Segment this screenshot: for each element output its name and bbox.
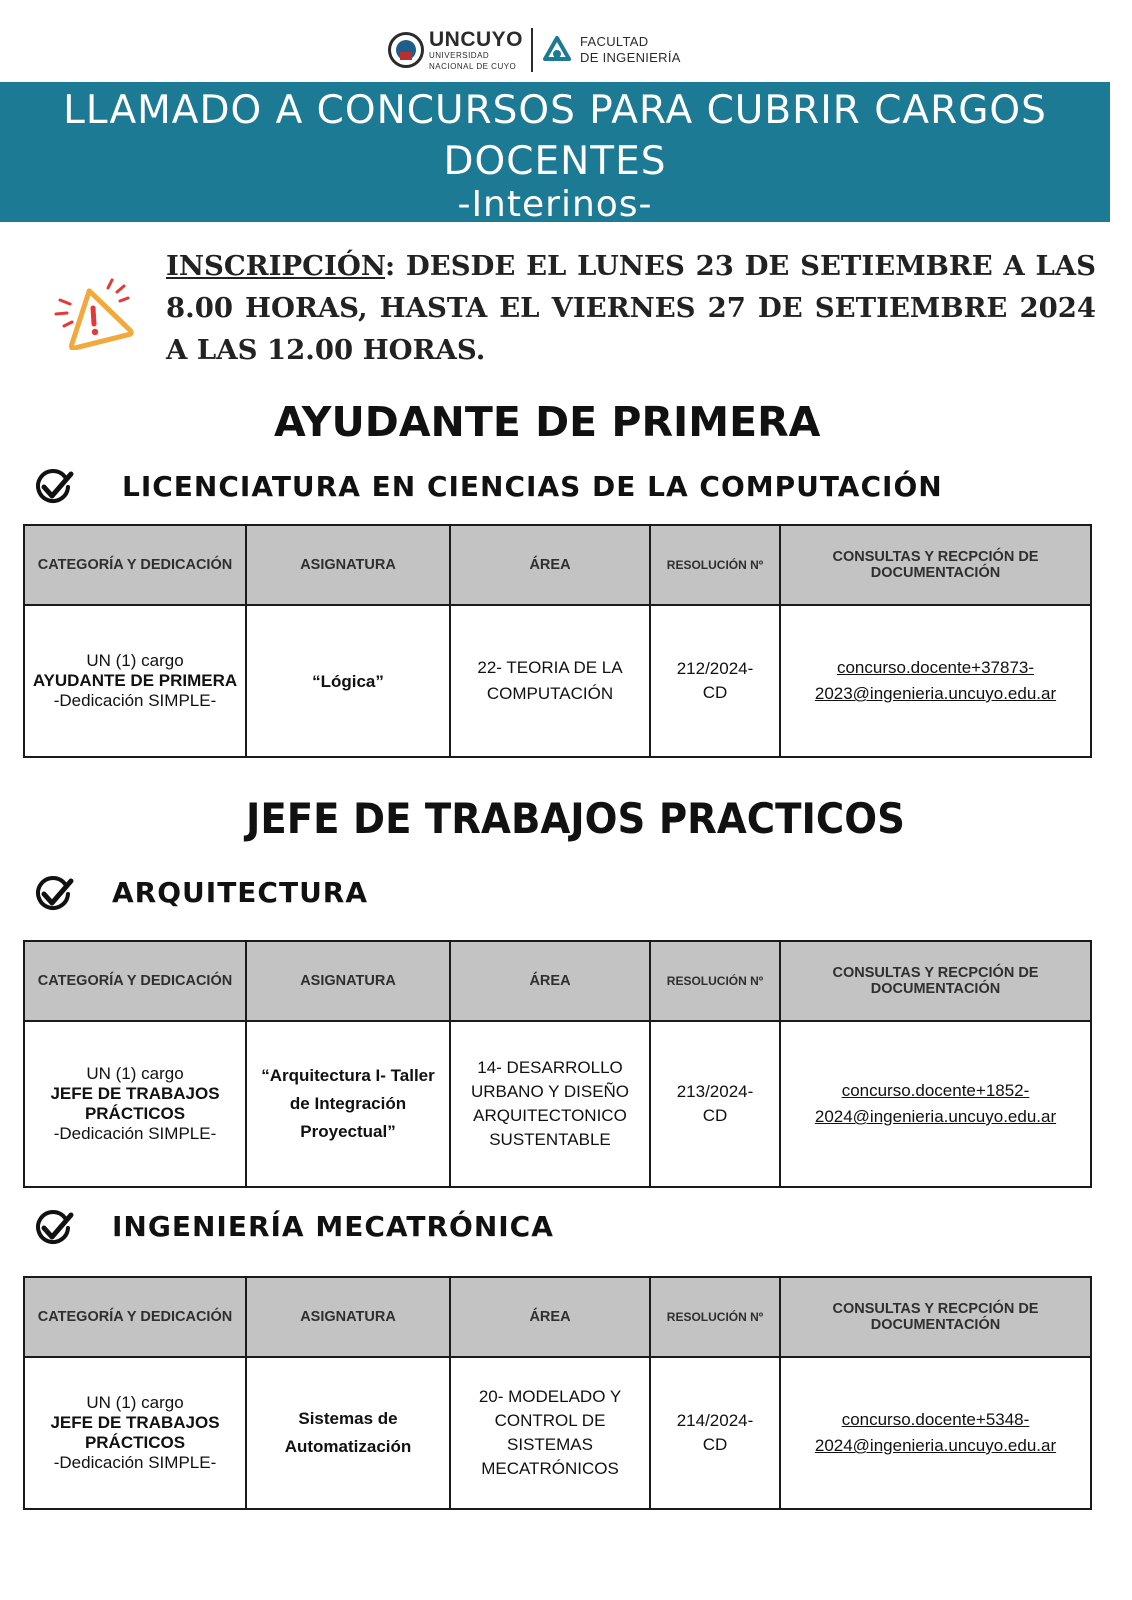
career-heading-arquitectura: ARQUITECTURA (112, 876, 369, 909)
cat-count: UN (1) cargo (86, 1393, 184, 1412)
table-row (24, 605, 1091, 757)
banner-subtitle: -Interinos- (457, 184, 653, 225)
cell-area: 20- MODELADO Y CONTROL DE SISTEMAS MECATRÓNICOS (450, 1357, 650, 1509)
header-categoria: CATEGORÍA Y DEDICACIÓN (24, 941, 246, 1021)
cell-consultas (780, 1357, 1091, 1509)
section-heading-ayudante: AYUDANTE DE PRIMERA (274, 398, 821, 446)
faculty-name (580, 34, 681, 65)
email-link[interactable] (787, 1407, 1084, 1459)
cat-dedication: -Dedicación SIMPLE- (53, 1124, 217, 1143)
table-computacion (23, 524, 1092, 758)
inscripcion-text: : DESDE EL LUNES 23 DE SETIEMBRE A LAS 8.00 HORAS, HASTA EL VIERNES 27 DE SETIEMBRE 2024 A LAS 12.00 HORAS. (166, 250, 1096, 366)
uncuyo-seal-icon (388, 32, 424, 68)
career-heading-computacion: LICENCIATURA EN CIENCIAS DE LA COMPUTACIÓN (122, 470, 943, 503)
email-line-1: concurso.docente+1852- (841, 1081, 1030, 1100)
header-asignatura: ASIGNATURA (246, 525, 450, 605)
header-logos (388, 26, 681, 74)
cat-role: JEFE DE TRABAJOS PRÁCTICOS (50, 1413, 220, 1452)
uncuyo-logo (429, 29, 523, 72)
uncuyo-sub-2: NACIONAL DE CUYO (429, 61, 517, 71)
uncuyo-name: UNCUYO (429, 27, 524, 51)
cell-asignatura: Sistemas de Automatización (246, 1357, 450, 1509)
cell-asignatura: “Arquitectura I- Taller de Integración Proyectual” (246, 1021, 450, 1187)
table-header-row (24, 1277, 1091, 1357)
cell-asignatura: “Lógica” (246, 605, 450, 757)
header-resolucion: RESOLUCIÓN Nº (650, 525, 780, 605)
email-line-2: 2024@ingenieria.uncuyo.edu.ar (814, 1436, 1057, 1455)
title-banner (0, 82, 1110, 225)
cell-consultas (780, 605, 1091, 757)
inscripcion-label: INSCRIPCIÓN (166, 250, 386, 282)
checkmark-icon (35, 469, 75, 507)
cell-categoria (24, 605, 246, 757)
email-link[interactable] (787, 1078, 1084, 1130)
cell-resolucion: 214/2024-CD (650, 1357, 780, 1509)
checkmark-icon (35, 1210, 75, 1248)
cell-area: 22- TEORIA DE LA COMPUTACIÓN (450, 605, 650, 757)
logo-divider (531, 28, 533, 72)
inscripcion-notice (166, 245, 1096, 371)
email-line-2: 2023@ingenieria.uncuyo.edu.ar (814, 684, 1057, 703)
uncuyo-sub-1: UNIVERSIDAD (429, 50, 490, 60)
table-row (24, 1357, 1091, 1509)
header-asignatura: ASIGNATURA (246, 941, 450, 1021)
header-area: ÁREA (450, 1277, 650, 1357)
header-categoria: CATEGORÍA Y DEDICACIÓN (24, 1277, 246, 1357)
cat-dedication: -Dedicación SIMPLE- (53, 691, 217, 710)
faculty-line-2: DE INGENIERÍA (580, 50, 681, 65)
header-resolucion: RESOLUCIÓN Nº (650, 1277, 780, 1357)
section-heading-jtp: JEFE DE TRABAJOS PRACTICOS (246, 794, 905, 843)
header-consultas: CONSULTAS Y RECPCIÓN DE DOCUMENTACIÓN (780, 941, 1091, 1021)
warning-icon (50, 268, 134, 350)
checkmark-icon (35, 876, 75, 914)
table-arquitectura (23, 940, 1092, 1188)
career-heading-mecatronica: INGENIERÍA MECATRÓNICA (112, 1210, 554, 1243)
email-line-1: concurso.docente+5348- (841, 1410, 1030, 1429)
header-categoria: CATEGORÍA Y DEDICACIÓN (24, 525, 246, 605)
header-asignatura: ASIGNATURA (246, 1277, 450, 1357)
banner-title-2: DOCENTES (443, 139, 667, 184)
faculty-line-1: FACULTAD (580, 34, 649, 50)
table-header-row (24, 941, 1091, 1021)
header-consultas: CONSULTAS Y RECPCIÓN DE DOCUMENTACIÓN (780, 525, 1091, 605)
cat-count: UN (1) cargo (86, 1064, 184, 1083)
table-header-row (24, 525, 1091, 605)
header-area: ÁREA (450, 941, 650, 1021)
cell-consultas (780, 1021, 1091, 1187)
cell-resolucion: 213/2024-CD (650, 1021, 780, 1187)
cat-role: AYUDANTE DE PRIMERA (32, 671, 238, 690)
cell-area: 14- DESARROLLO URBANO Y DISEÑO ARQUITECTONICO SUSTENTABLE (450, 1021, 650, 1187)
table-mecatronica (23, 1276, 1092, 1510)
banner-title-1: LLAMADO A CONCURSOS PARA CUBRIR CARGOS (63, 88, 1047, 133)
table-row (24, 1021, 1091, 1187)
cat-dedication: -Dedicación SIMPLE- (53, 1453, 217, 1472)
cell-categoria (24, 1357, 246, 1509)
email-line-2: 2024@ingenieria.uncuyo.edu.ar (814, 1107, 1057, 1126)
header-area: ÁREA (450, 525, 650, 605)
cell-categoria (24, 1021, 246, 1187)
cat-count: UN (1) cargo (86, 651, 184, 670)
header-consultas: CONSULTAS Y RECPCIÓN DE DOCUMENTACIÓN (780, 1277, 1091, 1357)
header-resolucion: RESOLUCIÓN Nº (650, 941, 780, 1021)
email-line-1: concurso.docente+37873- (836, 658, 1035, 677)
email-link[interactable] (787, 655, 1084, 707)
cat-role: JEFE DE TRABAJOS PRÁCTICOS (50, 1084, 220, 1123)
faculty-logo-icon (542, 35, 572, 65)
cell-resolucion: 212/2024-CD (650, 605, 780, 757)
